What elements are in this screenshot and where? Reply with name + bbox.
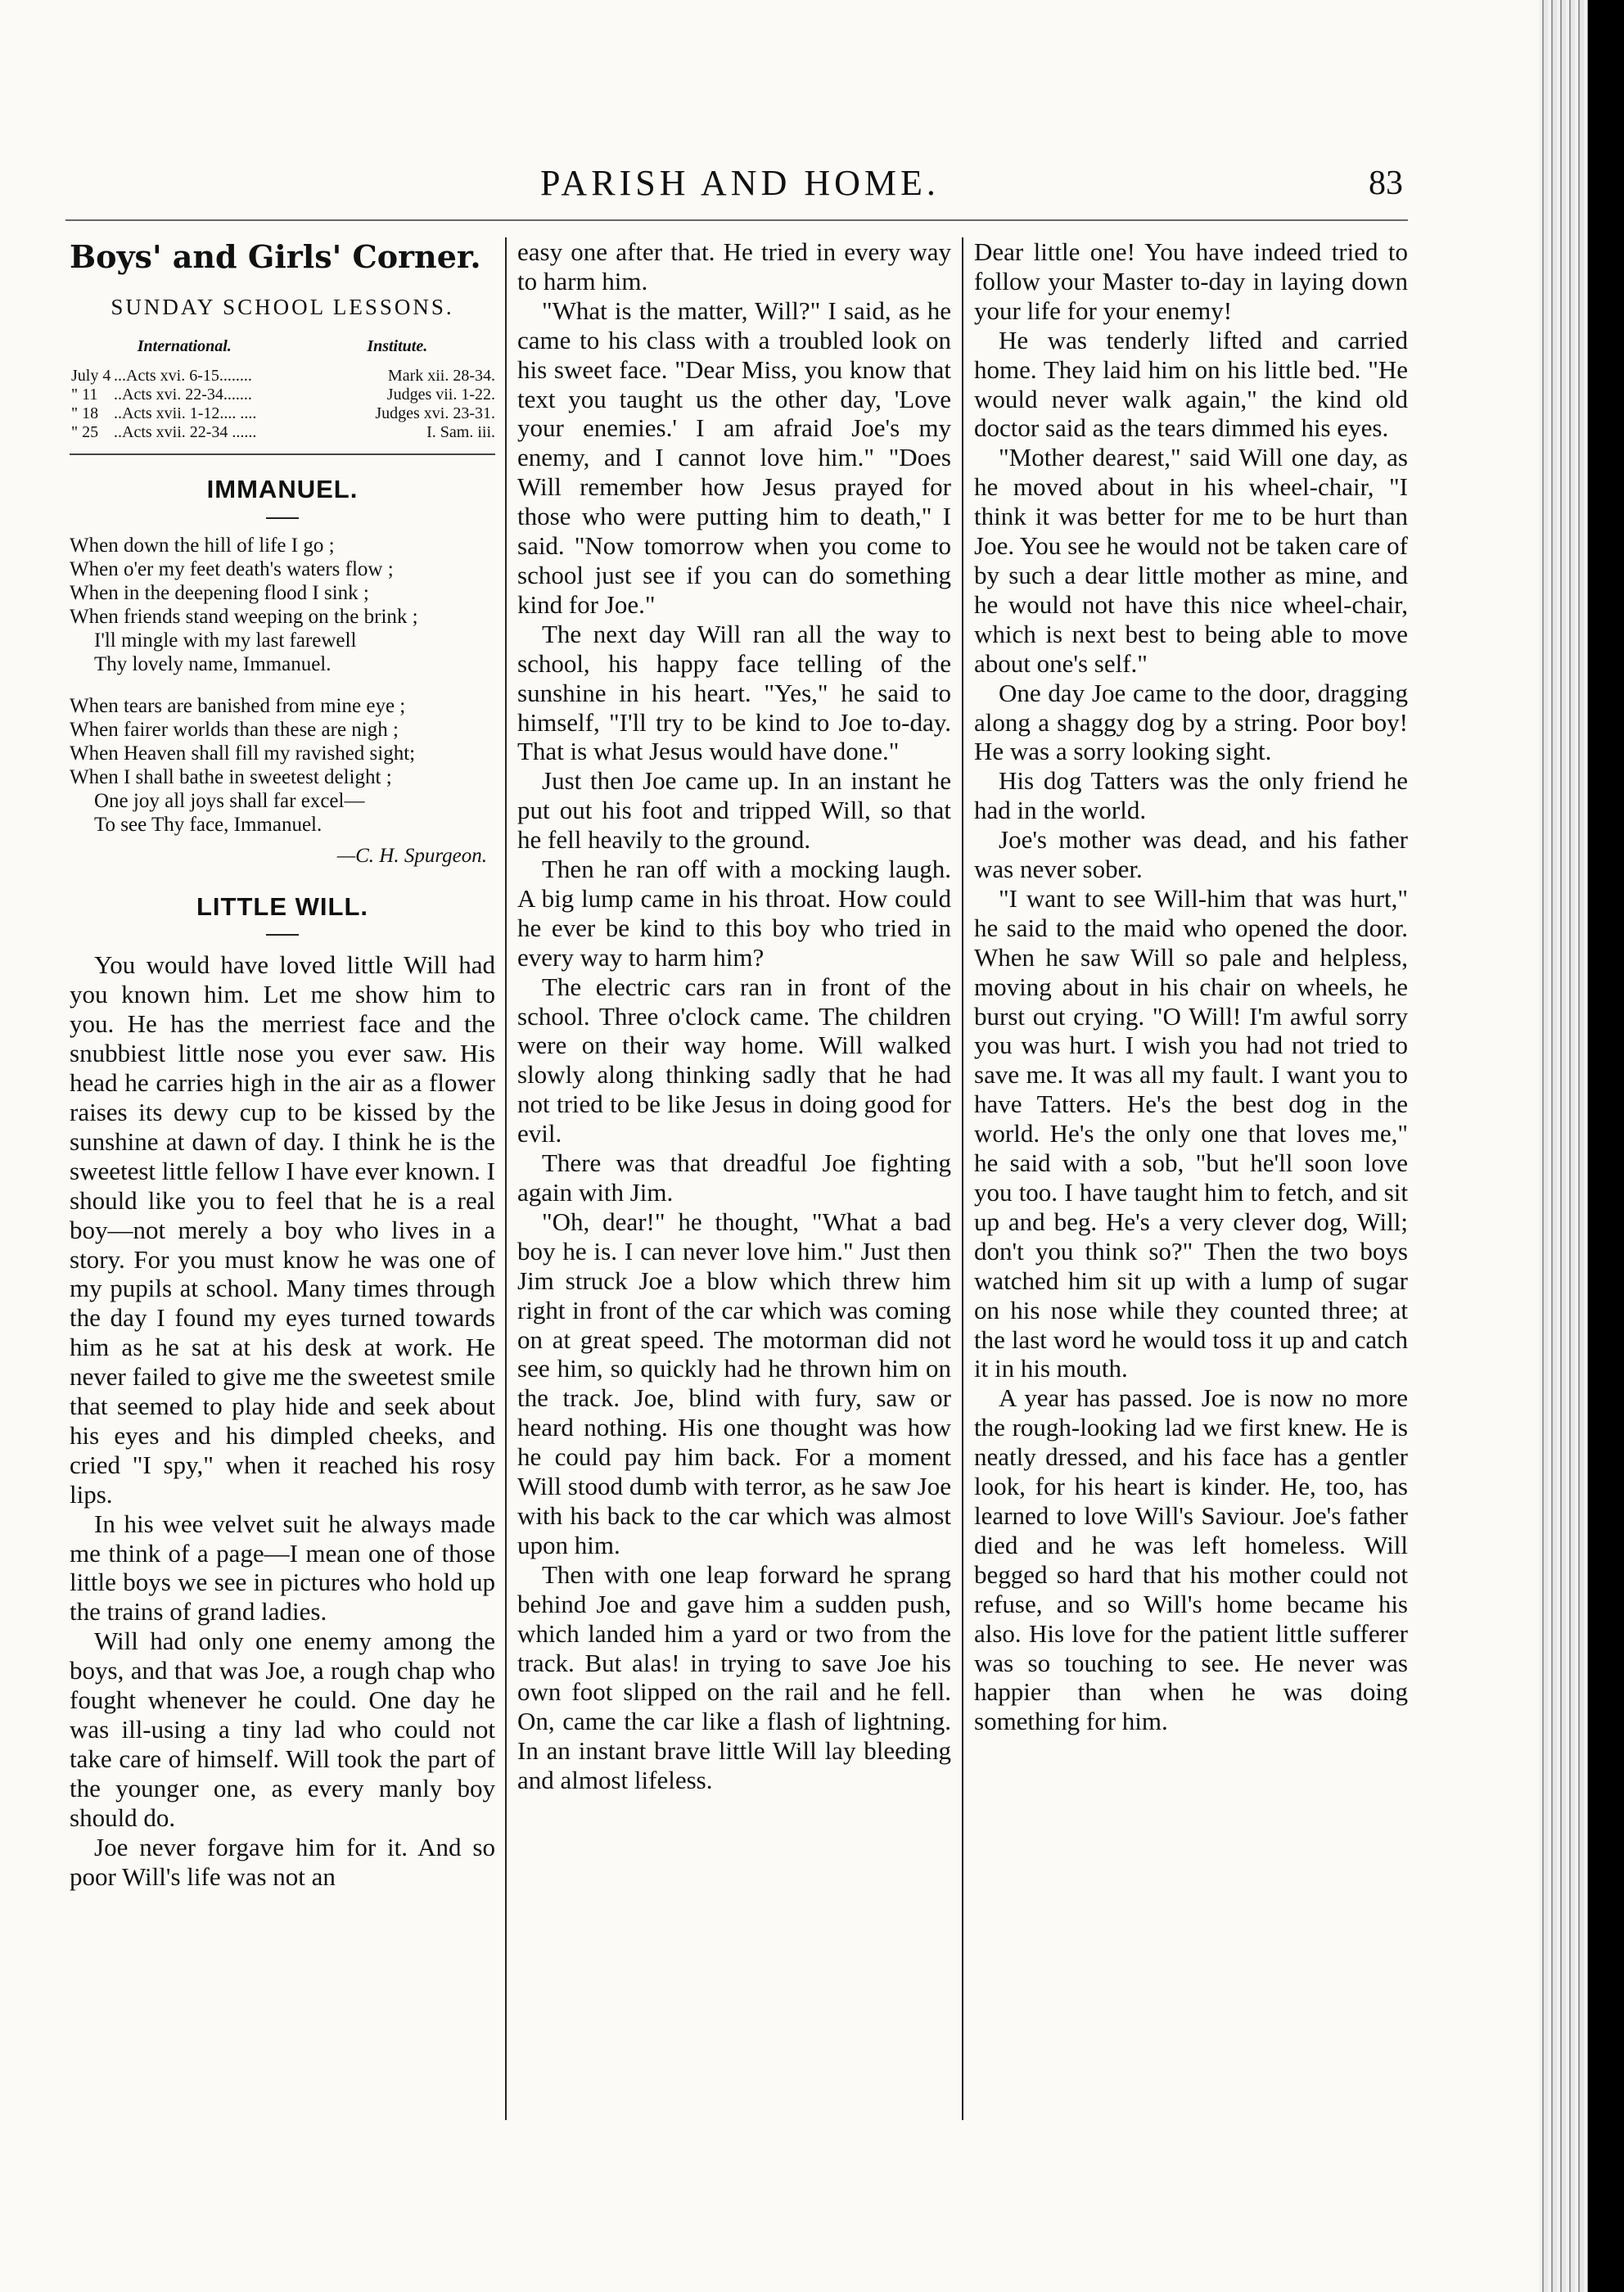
lesson-international: ..Acts xvi. 22-34....... — [114, 385, 252, 404]
poem-line: Thy lovely name, Immanuel. — [94, 652, 332, 675]
story-paragraph: Dear little one! You have indeed tried to follow your Master to-day in laying down your life for your enemy! — [974, 237, 1408, 325]
column-divider — [962, 237, 963, 2120]
story-paragraph: "Oh, dear!" he thought, "What a bad boy he is. I can never love him." Just then Jim struck Joe a blow which threw him right in front of the car which was coming on at great speed. The motorman did not see him, so quickly had he thrown him on the track. Joe, blind with fury, saw or heard nothing. His one thought was how he could pay him back. For a moment Will stood dumb with terror, as he saw Joe with his back to the car which was almost upon him. — [517, 1207, 951, 1559]
story-paragraph: You would have loved little Will had you known him. Let me show him to you. He has the merriest face and the snubbiest little nose you ever saw. His head he carries high in the air as a flower raises its dewy cup to be kissed by the sunshine at dawn of day. I think he is the sweetest little fellow I have ever known. I should like you to feel that he is a real boy—not merely a boy who lives in a story. For you must know he was one of my pupils at school. Many times through the day I found my eyes turned towards him as he sat at his desk at work. He never failed to give me the sweetest smile that seemed to play hide and seek about his eyes and his dimpled cheeks, and cried "I spy," when it reached his rosy lips. — [70, 950, 495, 1509]
lesson-international: ...Acts xvi. 6-15........ — [114, 366, 252, 385]
poem-title: IMMANUEL. — [206, 474, 359, 503]
poem-line: When o'er my feet death's waters flow ; — [70, 557, 394, 580]
section-rule — [70, 453, 495, 455]
poem-line: When in the deepening flood I sink ; — [70, 581, 369, 604]
poem-stanza — [70, 534, 495, 676]
page-header — [0, 162, 1568, 211]
poem-line: When tears are banished from mine eye ; — [70, 694, 406, 717]
story-paragraph: The next day Will ran all the way to school, his happy face telling of the sunshine in his heart. "Yes," he said to himself, "I'll try to be kind to Joe to-day. That is what Jesus would have done." — [517, 619, 951, 766]
story-paragraph: Then with one leap forward he sprang behind Joe and gave him a sudden push, which landed him a yard or two from the track. But alas! in trying to save Joe his own foot slipped on the rail and he fell. On, came the car like a flash of lightning. In an instant brave little Will lay bleeding and almost lifeless. — [517, 1559, 951, 1795]
poem-line: I'll mingle with my last farewell — [94, 629, 357, 652]
poem-line: When fairer worlds than these are nigh ; — [70, 718, 399, 741]
title-dash — [266, 517, 299, 519]
lesson-date: " 11 — [71, 385, 98, 404]
story-paragraph: Joe's mother was dead, and his father was never sober. — [974, 825, 1408, 884]
story-paragraph: Just then Joe came up. In an instant he put out his foot and tripped Will, so that he fell heavily to the ground. — [517, 766, 951, 855]
poem-stanza — [70, 694, 495, 837]
lessons-header — [70, 332, 495, 362]
poem-line: When down the hill of life I go ; — [70, 534, 335, 557]
institute-label: Institute. — [367, 336, 428, 355]
lesson-row — [71, 386, 495, 404]
lesson-date: " 18 — [71, 404, 99, 422]
story-paragraph: easy one after that. He tried in every way to harm him. — [517, 237, 951, 296]
running-title: PARISH AND HOME. — [540, 163, 940, 203]
lesson-institute: Judges xvi. 23-31. — [375, 404, 495, 422]
international-label: International. — [137, 336, 232, 355]
page-number: 83 — [1369, 165, 1403, 202]
poem-attribution: —C. H. Spurgeon. — [336, 844, 487, 867]
poem-line: One joy all joys shall far excel— — [94, 789, 365, 812]
story-title: LITTLE WILL. — [196, 891, 368, 921]
poem-line: To see Thy face, Immanuel. — [94, 813, 323, 836]
story-paragraph: He was tenderly lifted and carried home. They laid him on his little bed. "He would never walk again," the kind old doctor said as the tears dimmed his eyes. — [974, 325, 1408, 443]
column-2 — [517, 237, 951, 1795]
story-paragraph: Then he ran off with a mocking laugh. A big lump came in his throat. How could he ever be kind to this boy who tried in every way to harm him? — [517, 855, 951, 972]
column-1 — [70, 237, 495, 1891]
story-paragraph: There was that dreadful Joe fighting again with Jim. — [517, 1148, 951, 1207]
lesson-date: July 4 — [71, 366, 111, 385]
lesson-institute: I. Sam. iii. — [426, 422, 495, 441]
title-dash — [266, 934, 299, 936]
header-rule — [65, 219, 1408, 221]
poem-line: When Heaven shall fill my ravished sight; — [70, 742, 416, 765]
story-paragraph: One day Joe came to the door, dragging along a shaggy dog by a string. Poor boy! He was a sorry looking sight. — [974, 678, 1408, 766]
story-paragraph: A year has passed. Joe is now no more the rough-looking lad we first knew. He is neatly dressed, and his face has a gentler look, for his heart is kinder. He, too, has learned to love Will's Saviour. Joe's father died and he was left homeless. Will begged so hard that his mother could not refuse, and so Will's home became his also. His love for the patient little sufferer was so touching to see. He never was happier than when he was doing something for him. — [974, 1383, 1408, 1736]
story-paragraph: Will had only one enemy among the boys, and that was Joe, a rough chap who fought whenever he could. One day he was ill-using a tiny lad who could not take care of himself. Will took the part of the younger one, as every manly boy should do. — [70, 1627, 495, 1832]
lesson-institute: Judges vii. 1-22. — [386, 385, 495, 404]
section-title: Boys' and Girls' Corner. — [70, 238, 481, 275]
lesson-international: ..Acts xvii. 1-12.... .... — [114, 404, 257, 422]
poem-line: When friends stand weeping on the brink ; — [70, 605, 418, 628]
column-3 — [974, 237, 1408, 1736]
story-paragraph: Joe never forgave him for it. And so poor Will's life was not an — [70, 1832, 495, 1891]
poem-body — [70, 534, 495, 837]
lesson-row — [71, 423, 495, 442]
lesson-institute: Mark xii. 28-34. — [387, 366, 495, 385]
book-page-edges — [1539, 0, 1588, 2292]
lesson-date: " 25 — [71, 422, 99, 441]
story-paragraph: The electric cars ran in front of the school. Three o'clock came. The children were on their way home. Will walked slowly along thinking sadly that he had not tried to be like Jesus in doing good for evil. — [517, 972, 951, 1148]
poem-line: When I shall bathe in sweetest delight ; — [70, 765, 392, 788]
column-divider — [505, 237, 507, 2120]
story-paragraph: In his wee velvet suit he always made me think of a page—I mean one of those little boys we see in pictures who hold up the trains of grand ladies. — [70, 1509, 495, 1627]
lesson-row — [71, 367, 495, 386]
lesson-international: ..Acts xvii. 22-34 ...... — [114, 422, 257, 441]
story-paragraph: His dog Tatters was the only friend he had in the world. — [974, 766, 1408, 825]
story-paragraph: "I want to see Will-him that was hurt," he said to the maid who opened the door. When he saw Will so pale and helpless, moving about in his chair on wheels, he burst out crying. "O Will! I'm awful sorry you was hurt. I wish you had not tried to save me. It was all my fault. I want you to have Tatters. He's the best dog in the world. He's the only one that loves me," he said with a sob, "but he'll soon love you too. I have taught him to fetch, and sit up and beg. He's a very clever dog, Will; don't you think so?" Then the two boys watched him sit up with a lump of sugar on his nose while they counted three; at the last word he would toss it up and catch it in his mouth. — [974, 883, 1408, 1383]
story-paragraph: "What is the matter, Will?" I said, as he came to his class with a troubled look on his sweet face. "Dear Miss, you know that text you taught us the other day, 'Love your enemies.' I am afraid Joe's my enemy, and I cannot love him." "Does Will remember how Jesus prayed for those who were putting him to death," I said. "Now tomorrow when you come to school just see if you can do something kind for Joe." — [517, 296, 951, 619]
sunday-school-heading: SUNDAY SCHOOL LESSONS. — [111, 294, 454, 319]
story-paragraph: "Mother dearest," said Will one day, as he moved about in his wheel-chair, "I think it was better for me to be hurt than Joe. You see he would not be taken care of by such a dear little mother as mine, and he would not have this nice wheel-chair, which is next best to being able to move about one's self." — [974, 443, 1408, 678]
lessons-table — [70, 367, 495, 442]
lesson-row — [71, 404, 495, 423]
